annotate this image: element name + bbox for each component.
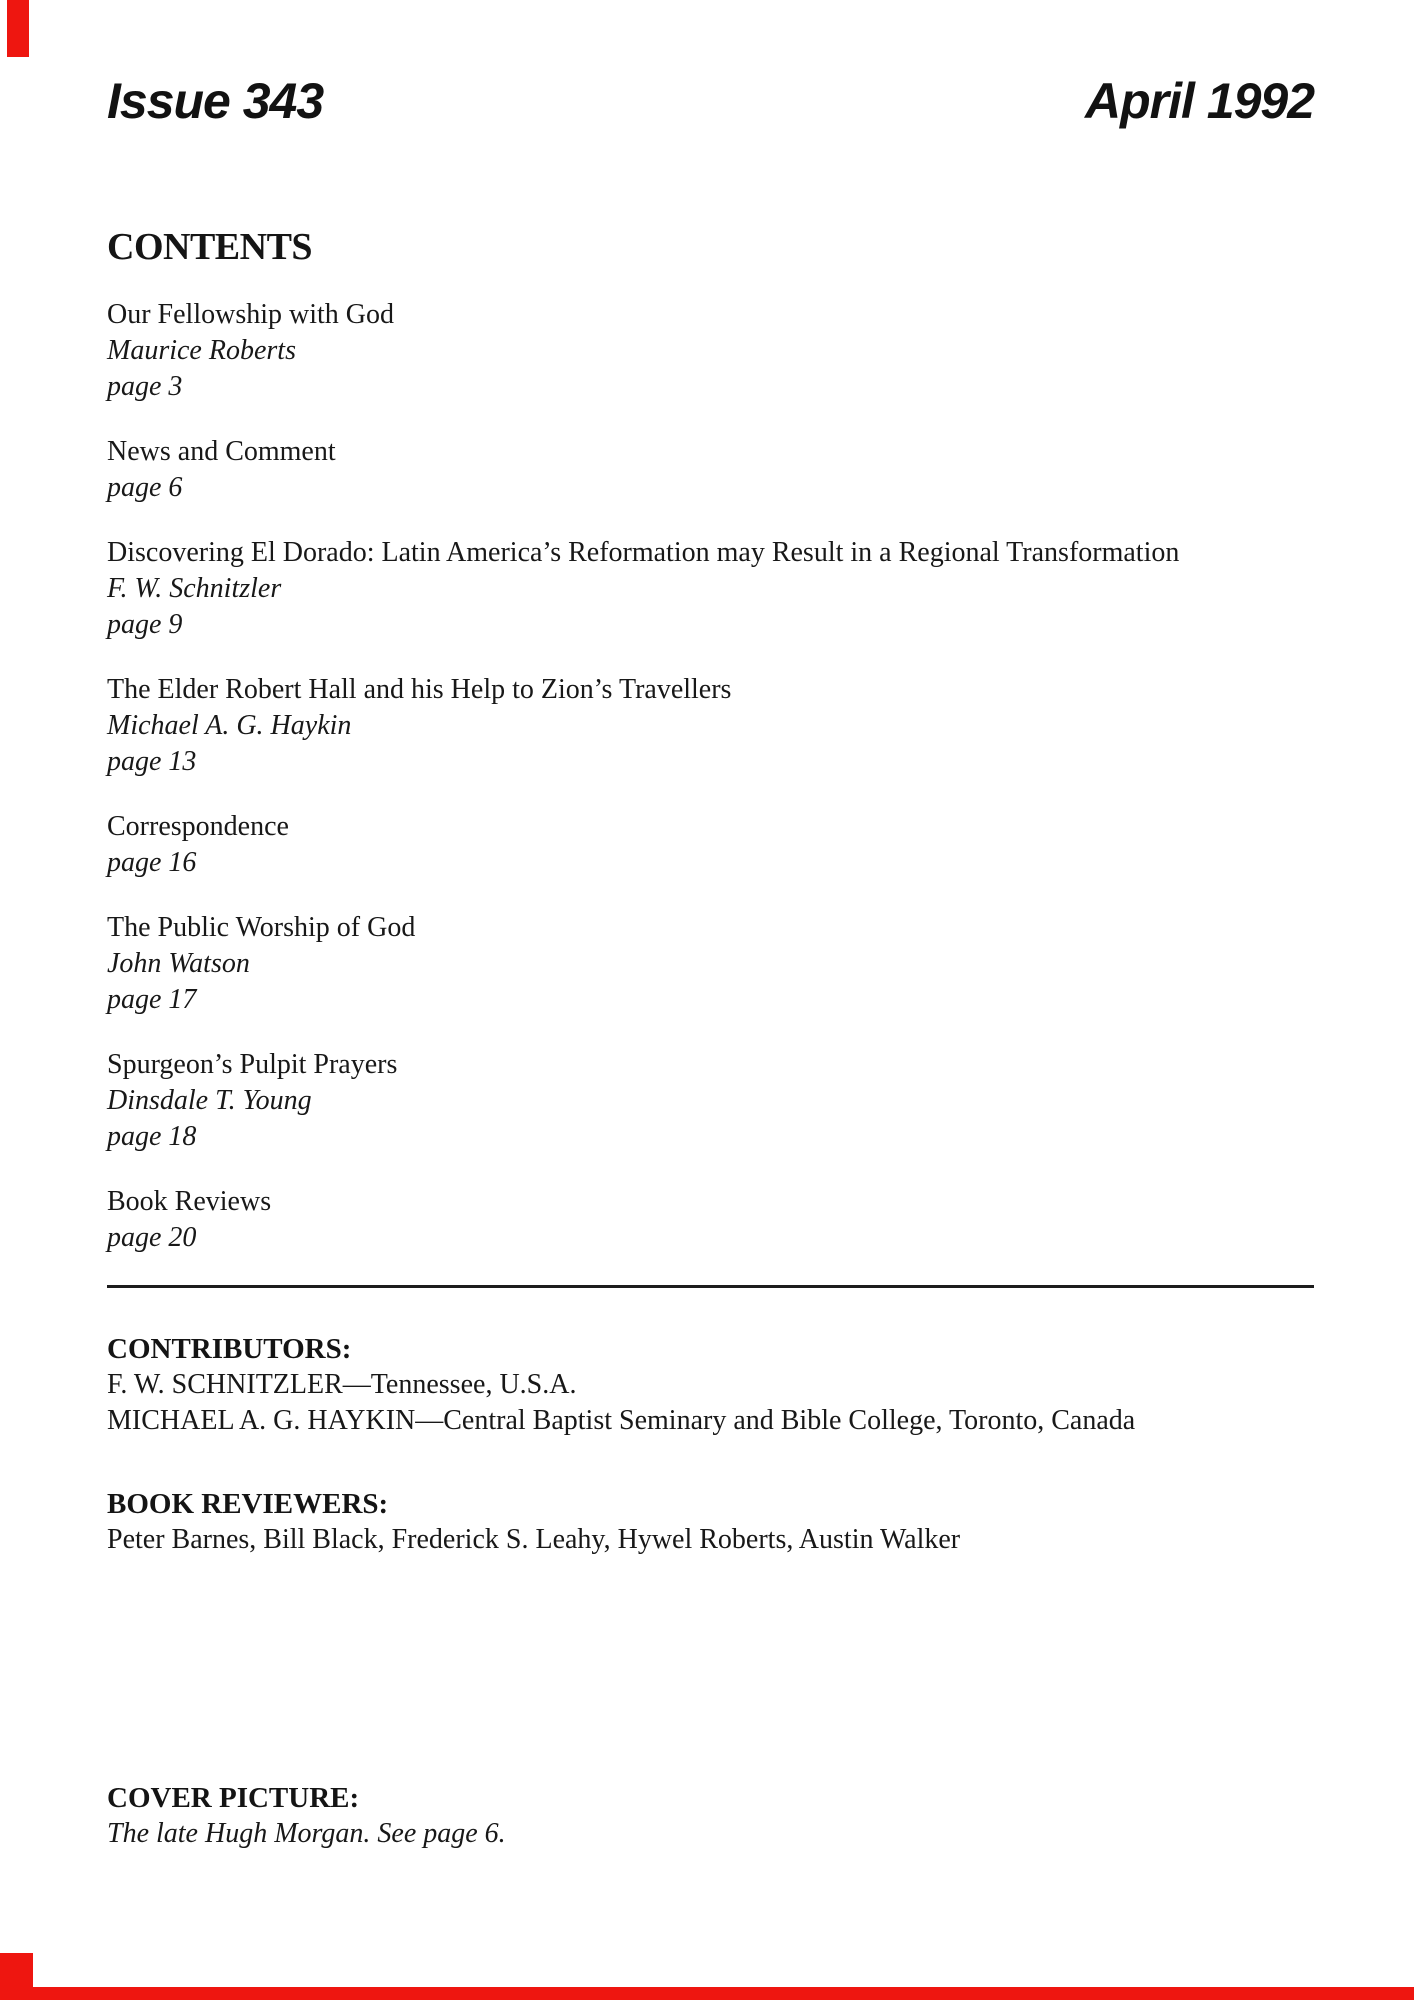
toc-item-page: page 20 [107, 1222, 197, 1253]
page-content [0, 72, 1414, 1852]
toc-item-page: page 6 [107, 472, 183, 503]
toc-item-author: John Watson [107, 948, 250, 979]
contents-heading: CONTENTS [107, 226, 313, 268]
toc-item [107, 1184, 1314, 1256]
issue-number: Issue 343 [107, 73, 324, 129]
toc-item [107, 1047, 1314, 1155]
cover-picture-heading: COVER PICTURE: [107, 1782, 360, 1814]
contributor-entry: F. W. SCHNITZLER—Tennessee, U.S.A. [107, 1369, 577, 1400]
toc-item [107, 297, 1314, 405]
toc-item-title: Spurgeon’s Pulpit Prayers [107, 1049, 398, 1080]
toc-item-title: News and Comment [107, 436, 336, 467]
red-edge-mark-top-left [7, 0, 29, 57]
toc-item-title: Our Fellowship with God [107, 299, 394, 330]
toc-item [107, 434, 1314, 506]
cover-picture-caption: The late Hugh Morgan. See page 6. [107, 1818, 506, 1849]
toc-item-page: page 18 [107, 1121, 197, 1152]
toc-item [107, 910, 1314, 1018]
toc-item-title: The Elder Robert Hall and his Help to Zion’s Travellers [107, 674, 732, 705]
contributors-list [107, 1367, 1314, 1439]
red-edge-mark-bottom-left [0, 1953, 33, 2000]
section-divider [107, 1285, 1314, 1288]
contributor-entry: MICHAEL A. G. HAYKIN—Central Baptist Seminary and Bible College, Toronto, Canada [107, 1405, 1136, 1436]
toc-item [107, 809, 1314, 881]
toc-item-title: Discovering El Dorado: Latin America’s Reformation may Result in a Regional Transformation [107, 537, 1180, 568]
contents-list [107, 297, 1314, 1256]
toc-item-page: page 9 [107, 609, 183, 640]
toc-item-title: The Public Worship of God [107, 912, 416, 943]
book-reviewers-names: Peter Barnes, Bill Black, Frederick S. Leahy, Hywel Roberts, Austin Walker [107, 1524, 961, 1555]
toc-item-title: Book Reviews [107, 1186, 272, 1217]
toc-item-page: page 16 [107, 847, 197, 878]
toc-item-page: page 13 [107, 746, 197, 777]
toc-item-page: page 17 [107, 984, 197, 1015]
red-edge-strip-bottom [33, 1987, 1414, 2000]
masthead [107, 72, 1314, 130]
toc-item-author: Dinsdale T. Young [107, 1085, 312, 1116]
book-reviewers-heading: BOOK REVIEWERS: [107, 1488, 389, 1520]
toc-item-author: F. W. Schnitzler [107, 573, 282, 604]
issue-date: April 1992 [1084, 73, 1314, 129]
toc-item [107, 672, 1314, 780]
toc-item-author: Maurice Roberts [107, 335, 296, 366]
toc-item [107, 535, 1314, 643]
contributors-heading: CONTRIBUTORS: [107, 1333, 352, 1365]
toc-item-author: Michael A. G. Haykin [107, 710, 352, 741]
toc-item-page: page 3 [107, 371, 183, 402]
toc-item-title: Correspondence [107, 811, 289, 842]
